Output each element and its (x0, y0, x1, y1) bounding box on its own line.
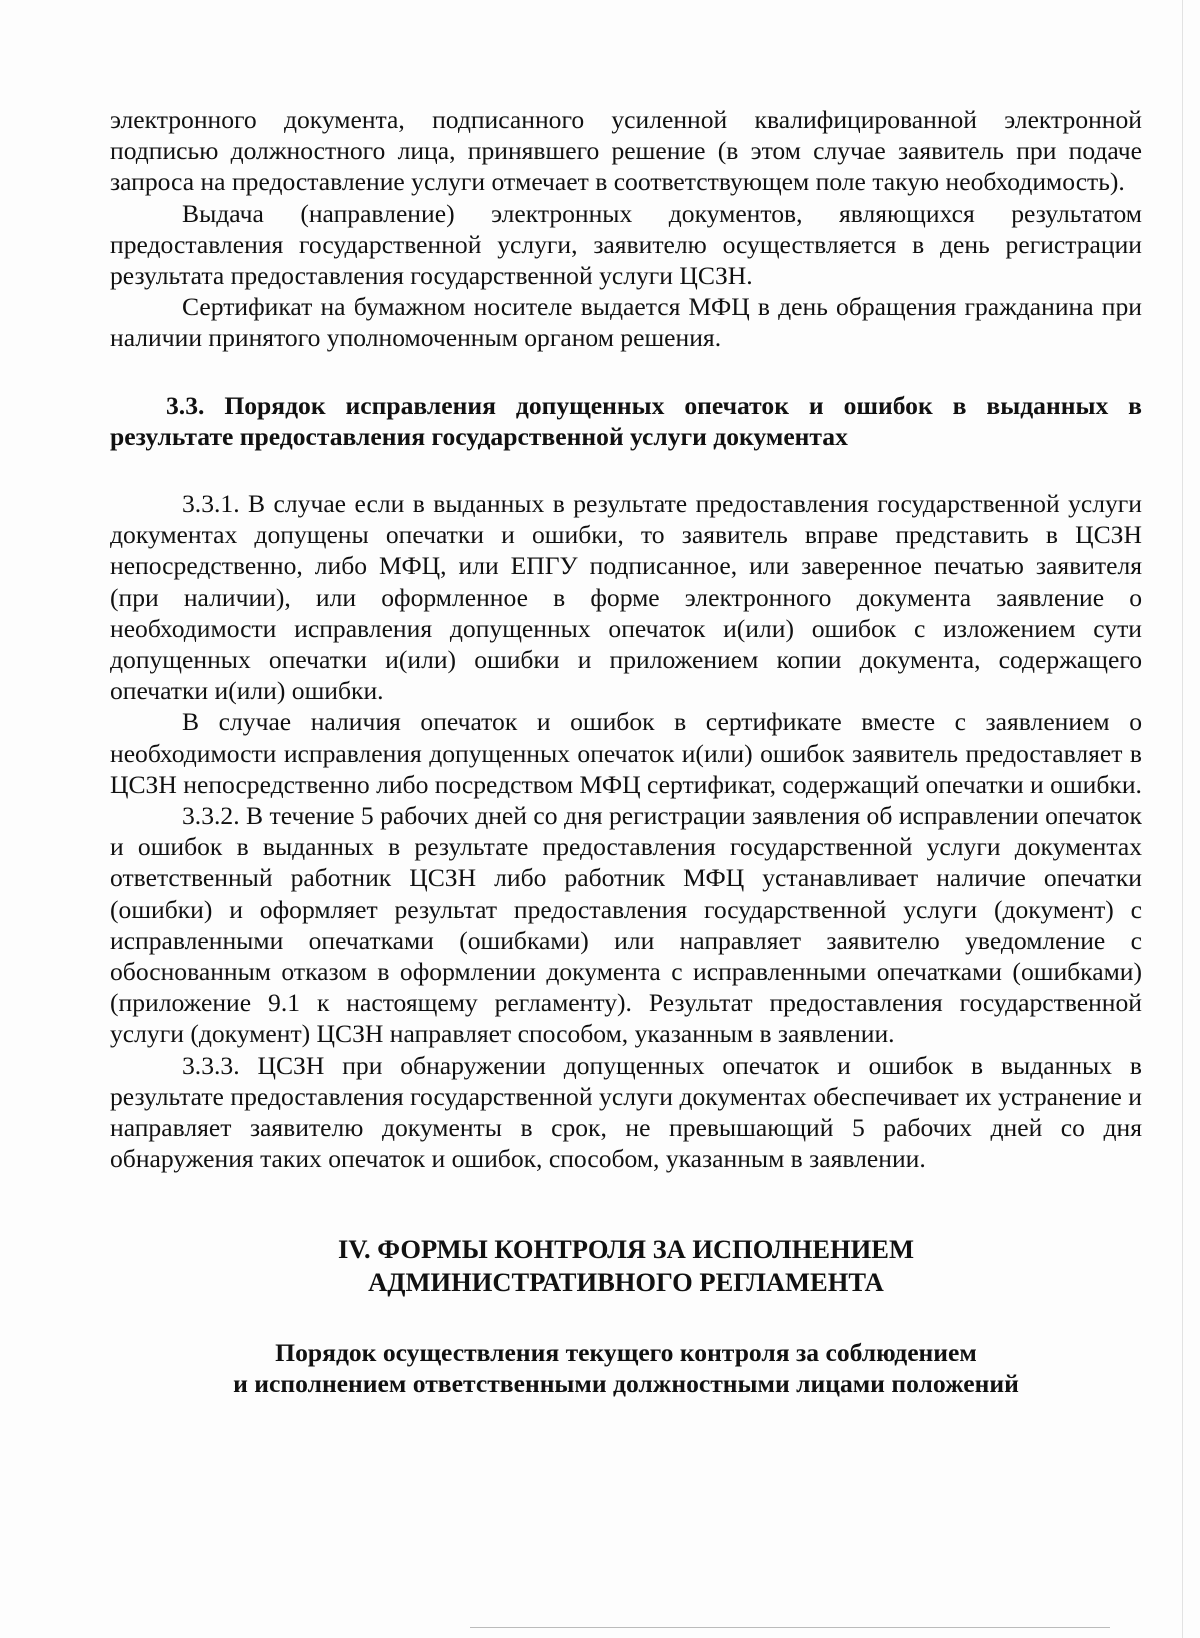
scan-artifact-line (470, 1627, 1110, 1628)
body-paragraph: Сертификат на бумажном носителе выдается МФЦ в день обращения гражданина при наличии принятого уполномоченным органом решения. (110, 292, 1142, 353)
body-paragraph: 3.3.2. В течение 5 рабочих дней со дня регистрации заявления об исправлении опечаток и ошибок в выданных в результате предоставления государственной услуги документах ответственный работник ЦСЗН либо работник МФЦ устанавливает наличие опечатки (ошибки) и оформляет результат предоставления государственной услуги (документ) с исправленными опечатками (ошибками) или направляет заявителю уведомление с обоснованным отказом в оформлении документа с исправленными опечатками (ошибками) (приложение 9.1 к настоящему регламенту). Результат предоставления государственной услуги (документ) ЦСЗН направляет способом, указанным в заявлении. (110, 801, 1142, 1049)
section-heading-line: Порядок осуществления текущего контроля за соблюдением (275, 1337, 977, 1367)
chapter-heading-line: IV. ФОРМЫ КОНТРОЛЯ ЗА ИСПОЛНЕНИЕМ (338, 1233, 914, 1264)
section-heading-line: и исполнением ответственными должностными лицами положений (233, 1368, 1019, 1398)
body-paragraph: Выдача (направление) электронных документов, являющихся результатом предоставления государственной услуги, заявителю осуществляется в день регистрации результата предоставления государственной услуги ЦСЗН. (110, 198, 1142, 291)
body-paragraph: В случае наличия опечаток и ошибок в сертификате вместе с заявлением о необходимости исправления допущенных опечаток и(или) ошибок заявитель предоставляет в ЦСЗН непосредственно либо посредством МФЦ сертификат, содержащий опечатки и ошибки. (110, 707, 1142, 799)
scan-artifact-line (1182, 0, 1183, 1638)
subsection-heading: 3.3. Порядок исправления допущенных опечаток и ошибок в выданных в результате предоставления государственной услуги документах (110, 390, 1142, 451)
document-body (110, 104, 1142, 1399)
body-paragraph: электронного документа, подписанного усиленной квалифицированной электронной подписью должностного лица, принявшего решение (в этом случае заявитель при подаче запроса на предоставление услуги отмечает в соответствующем поле такую необходимость). (110, 105, 1142, 197)
body-paragraph: 3.3.3. ЦСЗН при обнаружении допущенных опечаток и ошибок в выданных в результате предоставления государственной услуги документах обеспечивает их устранение и направляет заявителю документы в срок, не превышающий 5 рабочих дней со дня обнаружения таких опечаток и ошибок, способом, указанным в заявлении. (110, 1050, 1142, 1174)
section-heading (110, 1337, 1142, 1399)
chapter-heading-line: АДМИНИСТРАТИВНОГО РЕГЛАМЕНТА (368, 1266, 884, 1297)
chapter-heading (110, 1233, 1142, 1299)
body-paragraph: 3.3.1. В случае если в выданных в результате предоставления государственной услуги документах допущены опечатки и ошибки, то заявитель вправе представить в ЦСЗН непосредственно, либо МФЦ, или ЕПГУ подписанное, или заверенное печатью заявителя (при наличии), или оформленное в форме электронного документа заявление о необходимости исправления допущенных опечаток и(или) ошибок с изложением сути допущенных опечатки и(или) ошибки и приложением копии документа, содержащего опечатки и(или) ошибки. (110, 489, 1142, 706)
